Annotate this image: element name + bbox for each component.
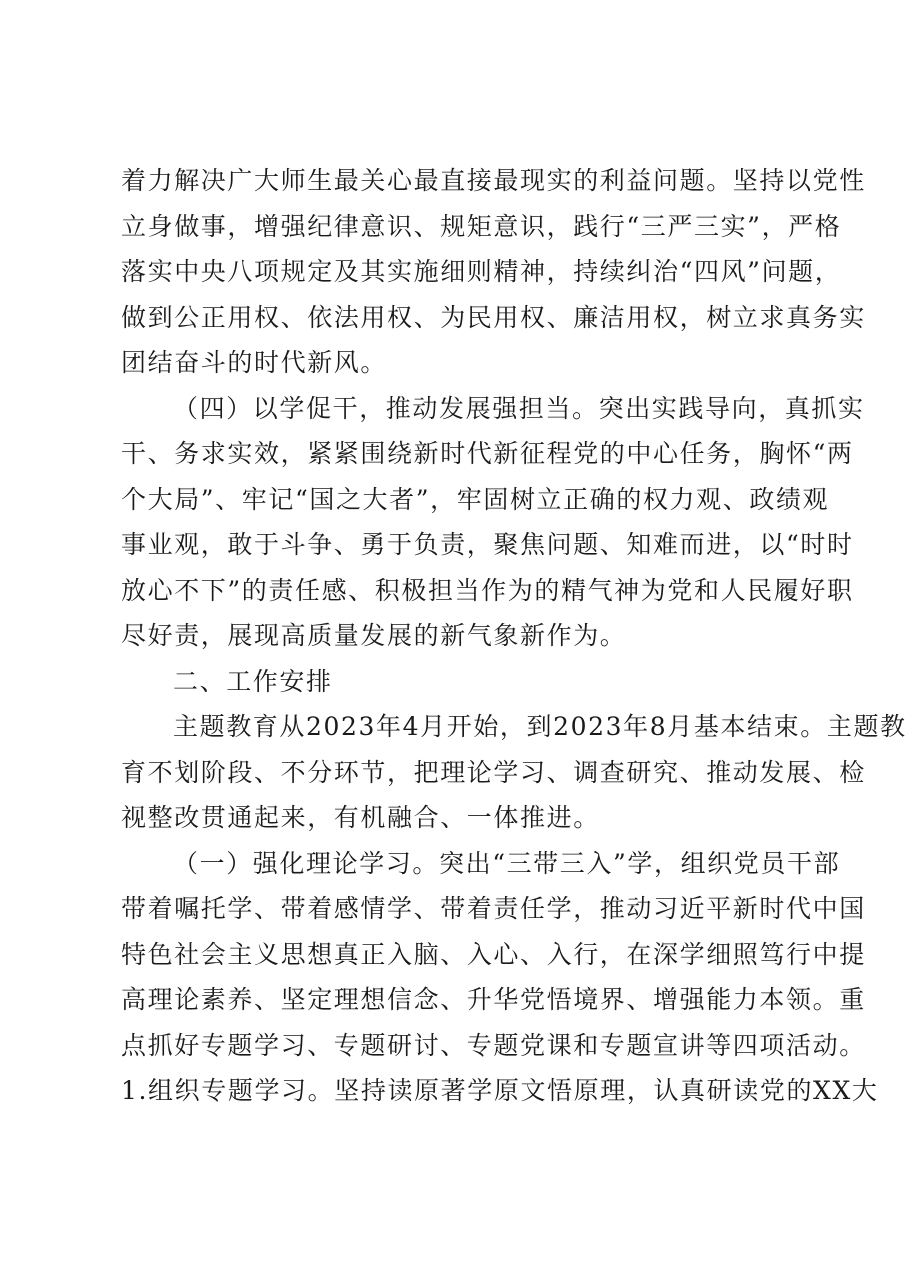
text-line: 带着嘱托学、带着感情学、带着责任学，推动习近平新时代中国 xyxy=(121,894,866,923)
text-line: 育不划阶段、不分环节，把理论学习、调查研究、推动发展、检 xyxy=(121,757,866,787)
text-line: 做到公正用权、依法用权、为民用权、廉洁用权，树立求真务实 xyxy=(121,302,866,332)
text-line: 干、务求实效，紧紧围绕新时代新征程党的中心任务，胸怀“两 xyxy=(121,439,854,468)
text-line: 尽好责，展现高质量发展的新气象新作为。 xyxy=(121,621,627,650)
text-line: 落实中央八项规定及其实施细则精神，持续纠治“四风”问题， xyxy=(121,257,842,286)
text-line: 个大局”、牢记“国之大者”，牢固树立正确的权力观、政绩观 xyxy=(121,484,830,514)
text-line: 着力解决广大师生最关心最直接最现实的利益问题。坚持以党性 xyxy=(121,166,866,195)
text-line: 立身做事，增强纪律意识、规矩意识，践行“三严三实”，严格 xyxy=(121,211,842,241)
text-line: 团结奋斗的时代新风。 xyxy=(121,348,388,377)
list-item-line: 1.组织专题学习。坚持读原著学原文悟原理，认真研读党的XX大 xyxy=(121,1076,879,1105)
text-line: 特色社会主义思想真正入脑、入心、入行，在深学细照笃行中提 xyxy=(121,939,866,969)
text-line: 放心不下”的责任感、积极担当作为的精气神为党和人民履好职 xyxy=(121,575,854,605)
section-heading-line: （四）以学促干，推动发展强担当。突出实践导向，真抓实 xyxy=(173,393,865,423)
text-line: 视整改贯通起来，有机融合、一体推进。 xyxy=(121,803,600,832)
text-line: 高理论素养、坚定理想信念、升华党悟境界、增强能力本领。重 xyxy=(121,985,866,1014)
paragraph-first-line: 主题教育从2023年4月开始，到2023年8月基本结束。主题教 xyxy=(173,712,907,741)
text-line: 点抓好专题学习、专题研讨、专题党课和专题宣讲等四项活动。 xyxy=(121,1030,866,1060)
document-body xyxy=(121,158,907,1114)
text-line: 事业观，敢于斗争、勇于负责，聚焦问题、知难而进，以“时时 xyxy=(121,530,854,559)
section-heading-line: （一）强化理论学习。突出“三带三入”学，组织党员干部 xyxy=(173,848,841,878)
section-title: 二、工作安排 xyxy=(173,666,333,696)
